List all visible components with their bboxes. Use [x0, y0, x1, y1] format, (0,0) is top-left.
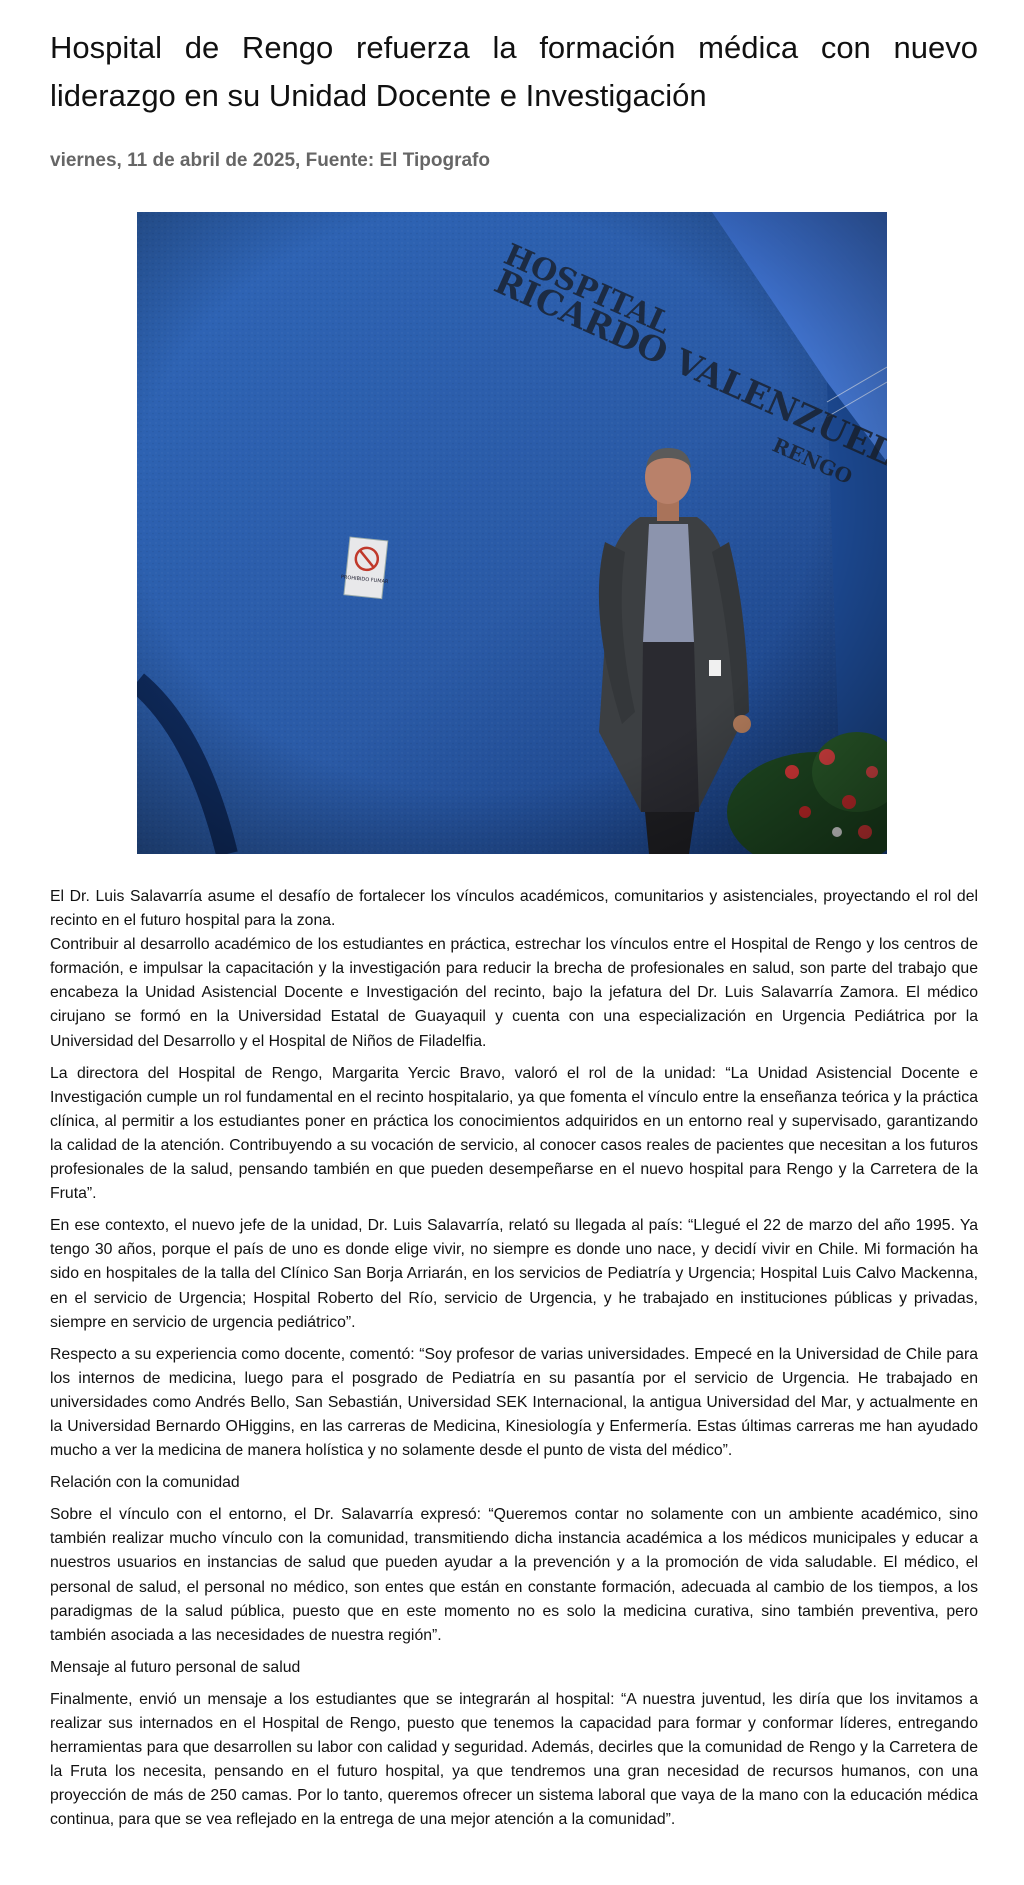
article-photo: [137, 212, 887, 854]
paragraph: La directora del Hospital de Rengo, Margarita Yercic Bravo, valoró el rol de la unidad: “La Unidad Asistencial Docente e Investigación cumple un rol fundamental en el recinto hospitalario, ya que fomenta el vínculo entre la enseñanza teórica y la práctica clínica, al permitir a los estudiantes poner en práctica los conocimientos adquiridos en un entorno real y supervisado, garantizando la calidad de la atención. Contribuyendo a su vocación de servicio, al conocer casos reales de pacientes que necesitan a los futuros profesionales de la salud, pensando también en que pueden desempeñarse en el nuevo hospital para Rengo y la Carretera de la Fruta”.: [50, 1064, 978, 1203]
article-body: [50, 885, 978, 1840]
paragraph: Respecto a su experiencia como docente, comentó: “Soy profesor de varias universidades. Empecé en la Universidad de Chile para los internos de medicina, luego para el posgrado de Pediatría en su pasantía por el servicio de Urgencia. He trabajado en universidades como Andrés Bello, San Sebastián, Universidad SEK Internacional, la antigua Universidad del Mar, y actualmente en la Universidad Bernardo OHiggins, en las carreras de Medicina, Kinesiología y Enfermería. Estas últimas carreras me han ayudado mucho a ver la medicina de manera holística y no solamente desde el punto de vista del médico”.: [50, 1345, 978, 1460]
paragraph: Finalmente, envió un mensaje a los estudiantes que se integrarán al hospital: “A nuestra juventud, les diría que los invitamos a realizar sus internados en el Hospital de Rengo, puesto que tenemos la capacidad para formar y conformar líderes, entregando herramientas para que desarrollen su labor con calidad y seguridad. Además, decirles que la comunidad de Rengo y la Carretera de la Fruta los necesita, pensando en el futuro hospital, ya que tendremos una gran necesidad de recursos humanos, con una proyección de más de 250 camas. Por lo tanto, queremos ofrecer un sistema laboral que vaya de la mano con la educación médica continua, para que se vea reflejado en la entrega de una mejor atención a la comunidad”.: [50, 1690, 978, 1829]
paragraph: En ese contexto, el nuevo jefe de la unidad, Dr. Luis Salavarría, relató su llegada al país: “Llegué el 22 de marzo del año 1995. Ya tengo 30 años, porque el país de uno es donde elige vivir, no siempre es donde uno nace, y decidí vivir en Chile. Mi formación ha sido en hospitales de la talla del Clínico San Borja Arriarán, en los servicios de Pediatría y Urgencia; Hospital Luis Calvo Mackenna, en el servicio de Urgencia; Hospital Roberto del Río, servicio de Urgencia, y he trabajado en instituciones públicas y privadas, siempre en servicio de urgencia pediátrico”.: [50, 1217, 978, 1331]
article-dateline: viernes, 11 de abril de 2025, Fuente: El Tipografo: [50, 150, 490, 171]
section-heading-message: Mensaje al futuro personal de salud: [50, 1658, 301, 1676]
paragraph-lead: El Dr. Luis Salavarría asume el desafío de fortalecer los vínculos académicos, comunitarios y asistenciales, proyectando el rol del recinto en el futuro hospital para la zona.: [50, 888, 978, 930]
section-heading-community: Relación con la comunidad: [50, 1474, 240, 1492]
paragraph: Contribuir al desarrollo académico de los estudiantes en práctica, estrechar los vínculos entre el Hospital de Rengo y los centros de formación, e impulsar la capacitación y la investigación para reducir la brecha de profesionales en salud, son parte del trabajo que encabeza la Unidad Asistencial Docente e Investigación del recinto, bajo la jefatura del Dr. Luis Salavarría Zamora. El médico cirujano se formó en la Universidad Estatal de Guayaquil y cuenta con una especialización en Urgencia Pediátrica por la Universidad del Desarrollo y el Hospital de Niños de Filadelfia.: [50, 936, 978, 1050]
article-title: Hospital de Rengo refuerza la formación médica con nuevo liderazgo en su Unidad Docente e Investigación: [50, 30, 978, 113]
paragraph: Sobre el vínculo con el entorno, el Dr. Salavarría expresó: “Queremos contar no solamente con un ambiente académico, sino también realizar mucho vínculo con la comunidad, transmitiendo dicha instancia académica a los médicos municipales y educar a nuestros usuarios en instancias de salud que pueden ayudar a la prevención y a la promoción de vida saludable. El médico, el personal de salud, el personal no médico, son entes que están en constante formación, adecuada al cambio de los tiempos, a los paradigmas de la salud pública, puesto que en este momento no es solo la medicina curativa, sino también preventiva, pero también asociada a las necesidades de nuestra región”.: [50, 1506, 978, 1644]
